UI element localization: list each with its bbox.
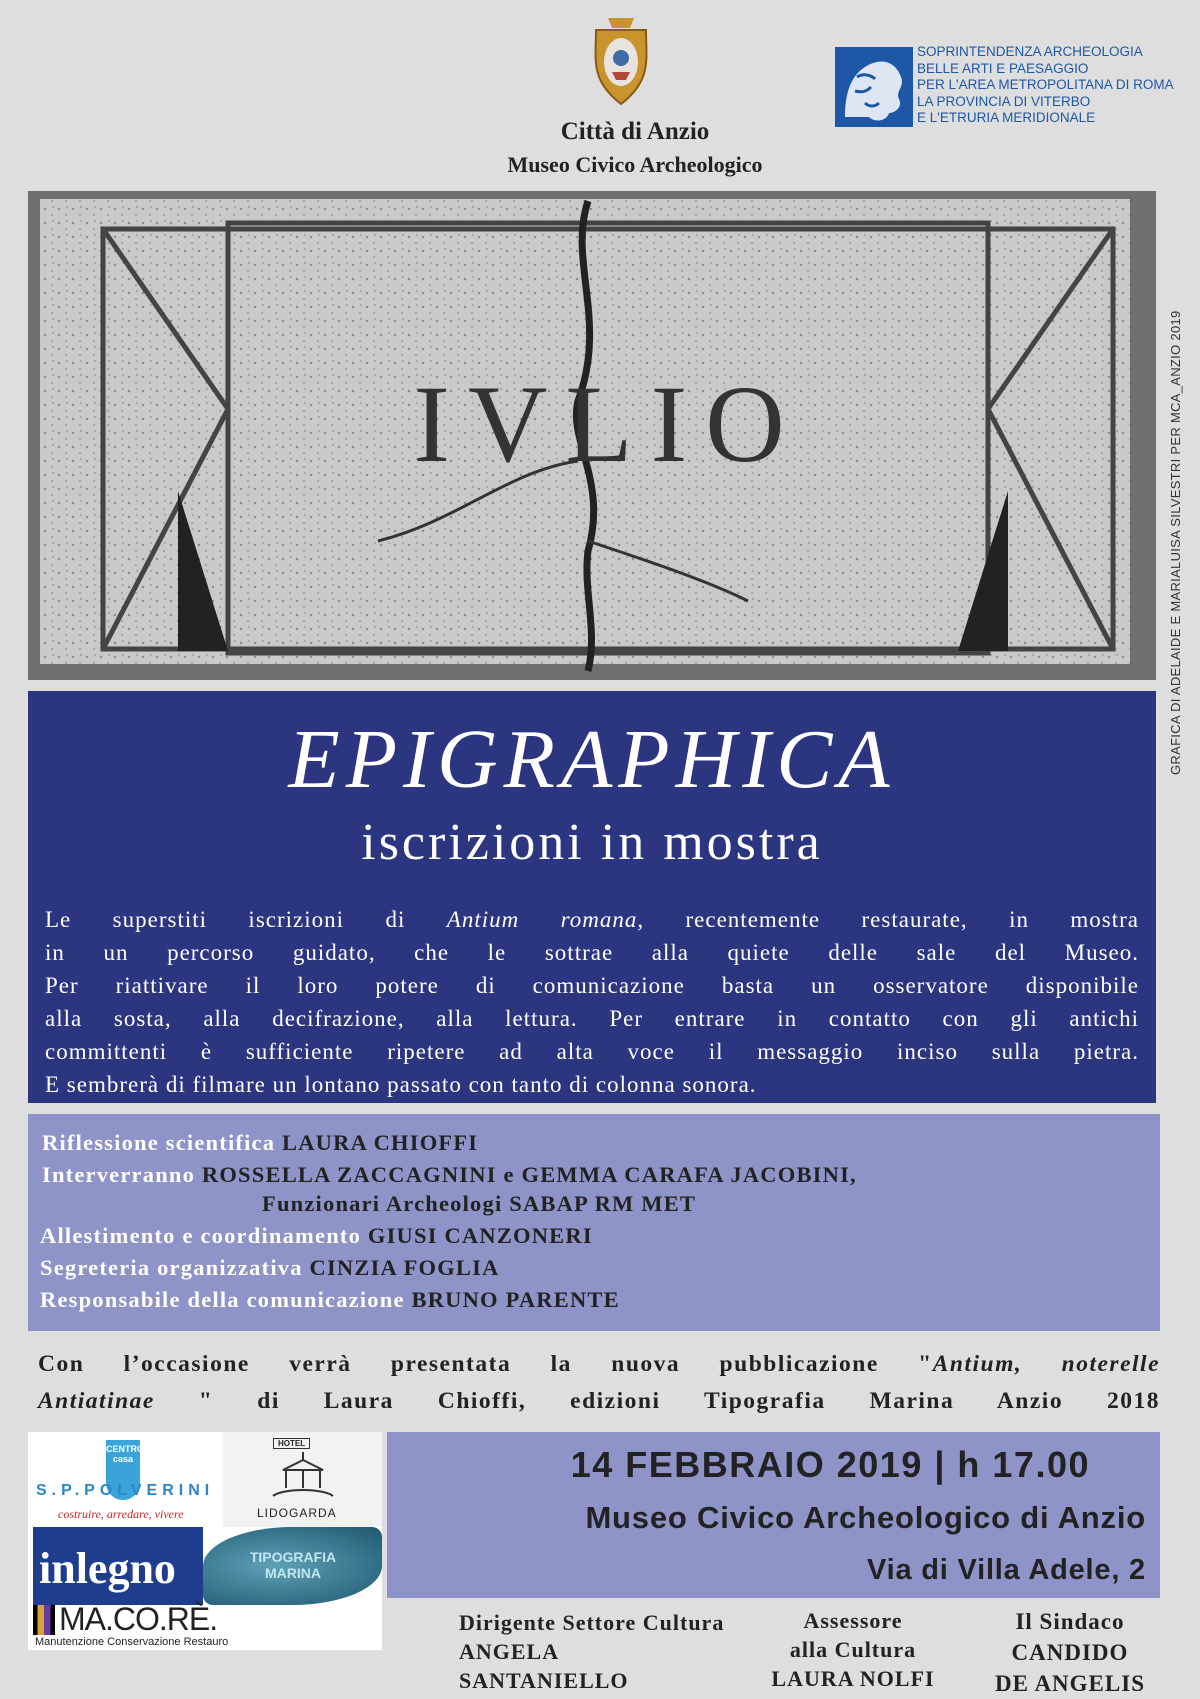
exhibition-box [28,691,1156,1103]
centro-casa-logo: CENTRO casa [106,1440,140,1500]
text: " di Laura Chioffi, edizioni Tipografia Marina Anzio 2018 [154,1388,1160,1414]
city-name: Città di Anzio [560,118,710,145]
sponsor-macore [33,1601,382,1650]
description-line: in un percorso guidato, che le sottrae alla quiete delle sale del Museo. [45,940,1139,965]
description-line [45,903,1139,936]
signature-sindaco [970,1606,1170,1699]
event-address: Via di Villa Adele, 2 [866,1554,1146,1586]
description-line: Per riattivare il loro potere di comunicazione basta un osservatore disponibile [45,973,1139,998]
book-title: Antium, noterelle [932,1351,1160,1377]
credit-line [42,1162,857,1188]
credit-value: GIUSI CANZONERI [367,1223,593,1248]
exhibition-title: EPIGRAPHICA [288,713,896,806]
city-crest-icon [588,14,654,108]
event-box [387,1432,1160,1598]
signature-name: SANTANIELLO [459,1668,629,1693]
event-venue: Museo Civico Archeologico di Anzio [585,1500,1146,1535]
macore-tagline: Manutenzione Conservazione Restauro [35,1636,229,1648]
gazebo-icon [268,1452,338,1502]
description-line: E sembrerà di filmare un lontano passato con tanto di colonna sonora. [45,1072,757,1097]
credit-value: CINZIA FOGLIA [309,1255,500,1280]
exhibition-subtitle: iscrizioni in mostra [361,814,823,871]
text: Con l’occasione verrà presentata la nuova pubblicazione " [38,1351,933,1377]
credits-box [28,1114,1160,1331]
credit-value: BRUNO PARENTE [411,1287,620,1312]
polverini-name: S.P.POLVERINI [36,1482,215,1499]
sponsor-polverini [28,1432,223,1527]
publication-line [38,1346,1160,1383]
credit-label: Segreteria organizzativa [40,1255,310,1280]
sabap-line: SOPRINTENDENZA ARCHEOLOGIA [917,44,1143,59]
description-line: committenti è sufficiente ripetere ad alta voce il messaggio inciso sulla pietra. [45,1039,1139,1064]
credit-value: ROSSELLA ZACCAGNINI e GEMMA CARAFA JACOBINI, [201,1162,857,1187]
credit-label: Riflessione scientifica [42,1130,283,1155]
credit-value: LAURA CHIOFFI [282,1130,479,1155]
signature-name: ANGELA [459,1639,560,1664]
graphic-credit: GRAFICA DI ADELAIDE E MARIALUISA SILVESTRI PER MCA_ANZIO 2019 [1168,310,1183,775]
publication-line [38,1383,1160,1420]
signature-dirigente [459,1608,724,1695]
event-date: 14 FEBBRAIO 2019 | h 17.00 [570,1444,1090,1485]
book-title: Antiatinae [38,1388,155,1414]
italic-text: Antium romana [446,907,638,932]
sabap-line: LA PROVINCIA DI VITERBO [917,93,1091,109]
inscription-photo [28,191,1156,680]
credit-label: Interverranno [42,1162,202,1187]
sabap-line: BELLE ARTI E PAESAGGIO [917,60,1089,76]
credit-line [262,1191,696,1217]
signature-role: Assessore [803,1608,903,1633]
publication-note [38,1346,1160,1420]
sponsor-tipografia-marina [203,1527,382,1605]
text: , recentemente restaurate, in mostra [637,907,1139,932]
polverini-tagline: costruire, arredare, vivere [58,1507,184,1521]
signature-name: LAURA NOLFI [771,1666,935,1691]
credit-line [40,1255,500,1281]
credit-line [40,1223,593,1249]
hotel-label: HOTEL [273,1438,310,1449]
signature-name: DE ANGELIS [995,1671,1145,1696]
sabap-logo-icon [835,47,913,127]
signature-name: alla Cultura [789,1637,917,1662]
credit-line [40,1287,620,1313]
credit-line [42,1130,478,1156]
description-line: alla sosta, alla decifrazione, alla lettura. Per entrare in contatto con gli antichi [45,1006,1139,1031]
exhibition-description [45,903,1139,1101]
sponsor-lidogarda [223,1432,382,1527]
macore-name: MA.CO.RÈ. [59,1601,218,1637]
lidogarda-name: LIDOGARDA [257,1506,337,1520]
sabap-line: E L'ETRURIA MERIDIONALE [917,110,1096,125]
signature-role: Dirigente Settore Cultura [459,1610,725,1635]
signature-assessore [764,1606,942,1693]
sponsor-logos [28,1432,382,1650]
inscription-text: IVLIO [413,363,803,485]
sabap-line: PER L'AREA METROPOLITANA DI ROMA [917,77,1174,92]
tipografia-name: TIPOGRAFIA MARINA [249,1549,337,1581]
museum-name: Museo Civico Archeologico [507,152,763,177]
inlegno-name: inlegno [39,1544,176,1593]
macore-logo-icon [33,1605,55,1635]
signature-name: CANDIDO [1011,1640,1129,1665]
credit-value: Funzionari Archeologi SABAP RM MET [262,1191,697,1216]
sabap-text [917,44,1174,127]
sponsor-inlegno [33,1527,203,1605]
credit-label: Allestimento e coordinamento [40,1223,368,1248]
signature-role: Il Sindaco [1015,1609,1125,1634]
credit-label: Responsabile della comunicazione [40,1287,412,1312]
text: Le superstiti iscrizioni di [45,907,447,932]
